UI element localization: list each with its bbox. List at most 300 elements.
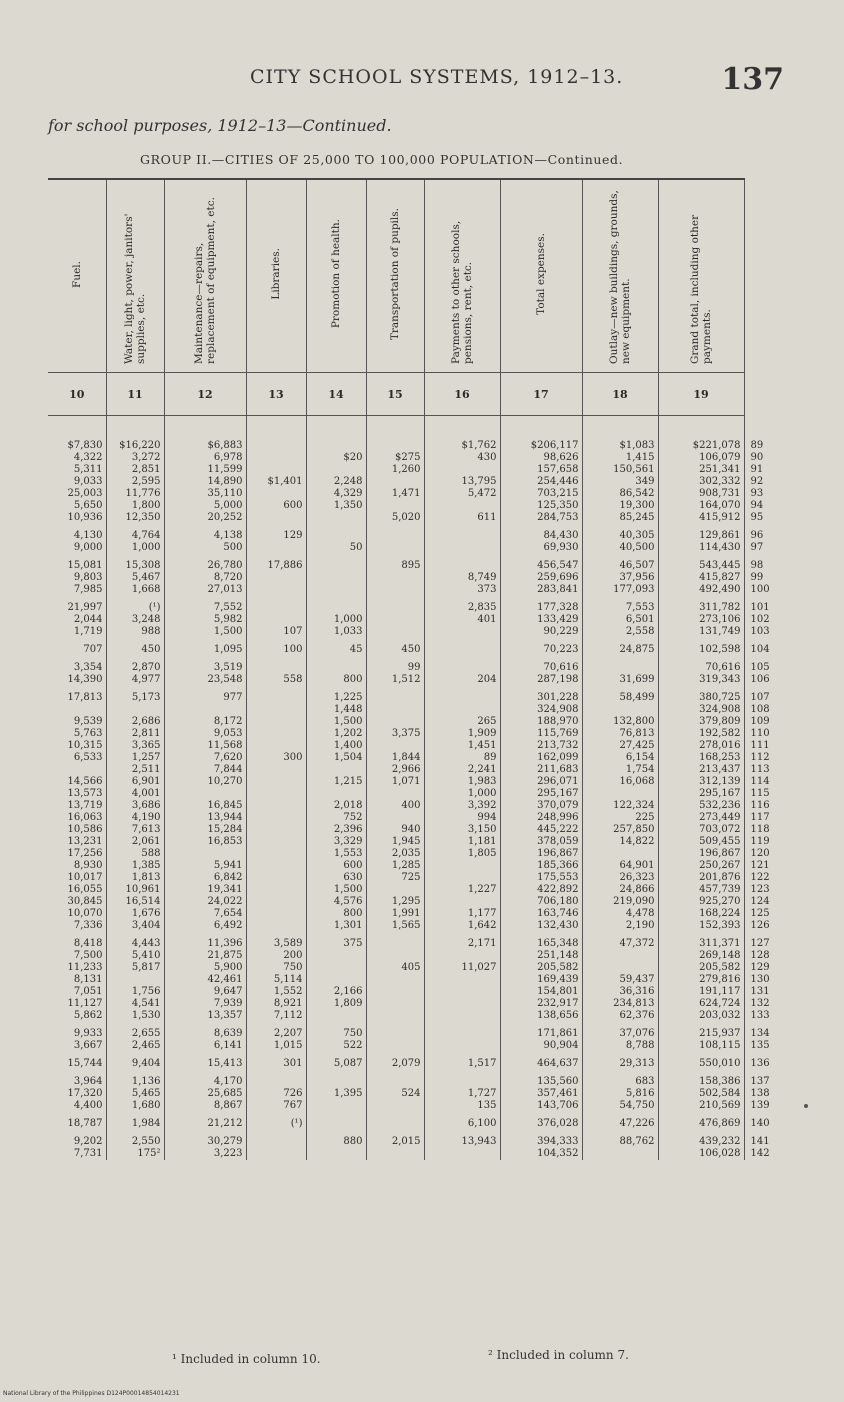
table-cell: 4,001 (106, 788, 164, 800)
table-cell: 880 (306, 1136, 366, 1148)
table-cell (246, 872, 306, 884)
table-cell (164, 788, 246, 800)
running-title: CITY SCHOOL SYSTEMS, 1912–13. (250, 66, 624, 88)
footnote-1: ¹ Included in column 10. (172, 1352, 321, 1366)
table-cell: 36,316 (582, 986, 658, 998)
table-cell: 357,461 (500, 1088, 582, 1100)
table-cell (366, 614, 424, 626)
row-number: 111 (744, 740, 796, 752)
column-number: 13 (246, 373, 306, 416)
row-number: 131 (744, 986, 796, 998)
table-cell: 191,117 (658, 986, 744, 998)
table-cell: 3,589 (246, 938, 306, 950)
table-row (48, 848, 796, 860)
table-cell: 1,754 (582, 764, 658, 776)
table-cell: 940 (366, 824, 424, 836)
table-cell: 707 (83, 644, 103, 655)
table-cell: 8,867 (164, 1100, 246, 1112)
table-cell: 2,686 (106, 716, 164, 728)
table-cell: 132,800 (582, 716, 658, 728)
table-row (48, 800, 796, 812)
table-cell: 3,375 (366, 728, 424, 740)
table-cell: 522 (306, 1040, 366, 1052)
table-cell: 143,706 (500, 1100, 582, 1112)
table-cell: 158,386 (658, 1076, 744, 1088)
table-row (48, 986, 796, 998)
table-cell: 1,727 (424, 1088, 500, 1100)
table-row (48, 908, 796, 920)
row-number: 120 (744, 848, 796, 860)
table-cell: 104,352 (500, 1148, 582, 1160)
table-cell: 204 (424, 674, 500, 686)
table-cell: 3,354 (73, 662, 103, 673)
table-cell (306, 662, 366, 674)
table-cell: 3,329 (306, 836, 366, 848)
table-cell: 1,512 (366, 674, 424, 686)
table-cell: 46,507 (582, 560, 658, 572)
table-cell: 5,816 (582, 1088, 658, 1100)
table-cell: 450 (366, 644, 424, 656)
table-cell: 8,720 (164, 572, 246, 584)
table-cell: 16,845 (164, 800, 246, 812)
table-cell: 19,300 (582, 500, 658, 512)
table-cell: 135,560 (500, 1076, 582, 1088)
table-cell (48, 704, 106, 716)
table-cell: 17,320 (67, 1088, 103, 1099)
table-cell: 302,332 (658, 476, 744, 488)
table-cell (246, 908, 306, 920)
table-cell: 6,533 (73, 752, 103, 763)
table-cell: 14,390 (67, 674, 103, 685)
table-cell: 558 (246, 674, 306, 686)
row-number: 125 (744, 908, 796, 920)
table-cell: 14,890 (164, 476, 246, 488)
table-cell: 5,862 (73, 1010, 103, 1021)
table-cell: 168,253 (658, 752, 744, 764)
table-cell: 76,813 (582, 728, 658, 740)
table-cell: $221,078 (658, 416, 744, 453)
row-number: 116 (744, 800, 796, 812)
table-cell: 800 (306, 674, 366, 686)
table-cell: 10,586 (67, 824, 103, 835)
table-cell: 1,642 (424, 920, 500, 932)
table-cell: 624,724 (658, 998, 744, 1010)
table-cell: 40,305 (582, 530, 658, 542)
table-cell: 21,997 (67, 602, 103, 613)
table-row (48, 1100, 796, 1112)
table-cell: 21,875 (164, 950, 246, 962)
table-cell: 1,000 (106, 542, 164, 554)
table-cell: 4,478 (582, 908, 658, 920)
table-cell: 50 (306, 542, 366, 554)
table-cell: 1,530 (106, 1010, 164, 1022)
table-cell: 273,449 (658, 812, 744, 824)
table-cell: 380,725 (658, 692, 744, 704)
table-cell: 9,803 (73, 572, 103, 583)
table-cell (246, 602, 306, 614)
row-number: 106 (744, 674, 796, 686)
table-cell: 1,257 (106, 752, 164, 764)
table-cell: 2,171 (424, 938, 500, 950)
table-cell: 171,861 (500, 1028, 582, 1040)
table-cell: 500 (164, 542, 246, 554)
table-row (48, 560, 796, 572)
table-cell: 1,448 (306, 704, 366, 716)
table-cell (246, 416, 306, 453)
table-cell: 45 (306, 644, 366, 656)
table-cell: 5,467 (106, 572, 164, 584)
table-cell: 250,267 (658, 860, 744, 872)
table-cell: 5,941 (164, 860, 246, 872)
table-cell: 9,404 (106, 1058, 164, 1070)
table-cell: 703,215 (500, 488, 582, 500)
column-number: 19 (658, 373, 744, 416)
table-cell: 1,260 (366, 464, 424, 476)
table-cell (424, 950, 500, 962)
table-cell: 24,875 (582, 644, 658, 656)
table-cell (246, 884, 306, 896)
table-cell (246, 488, 306, 500)
table-cell: 18,787 (67, 1118, 103, 1129)
table-cell: 1,000 (424, 788, 500, 800)
table-row (48, 674, 796, 686)
table-cell (306, 512, 366, 524)
table-cell (246, 920, 306, 932)
row-number: 129 (744, 962, 796, 974)
column-header (658, 179, 744, 373)
table-cell: 37,956 (582, 572, 658, 584)
table-cell (582, 962, 658, 974)
column-header-label: Transportation of pupils. (389, 207, 401, 341)
table-cell: 37,076 (582, 1028, 658, 1040)
table-cell (366, 1040, 424, 1052)
table-cell (366, 704, 424, 716)
table-cell: 2,558 (582, 626, 658, 638)
table-cell: 62,376 (582, 1010, 658, 1022)
table-cell: 532,236 (658, 800, 744, 812)
table-cell: 10,936 (67, 512, 103, 523)
column-header-label: Total expenses. (535, 233, 547, 315)
table-cell: 752 (306, 812, 366, 824)
table-cell: 16,068 (582, 776, 658, 788)
table-row (48, 626, 796, 638)
table-cell: 11,568 (164, 740, 246, 752)
table-cell: 27,425 (582, 740, 658, 752)
table-cell (424, 1010, 500, 1022)
table-cell: 135 (424, 1100, 500, 1112)
table-cell: 1,565 (366, 920, 424, 932)
table-cell: 2,061 (106, 836, 164, 848)
table-cell: 456,547 (500, 560, 582, 572)
table-cell: 100 (246, 644, 306, 656)
row-number: 108 (744, 704, 796, 716)
table-cell: 25,003 (67, 488, 103, 499)
table-row (48, 1040, 796, 1052)
column-header-label: Water, light, power, janitors' supplies, etc. (123, 213, 147, 364)
table-body (48, 416, 796, 1161)
table-cell: 138,656 (500, 1010, 582, 1022)
table-row (48, 572, 796, 584)
table-cell: 129,861 (658, 530, 744, 542)
table-cell: 10,961 (106, 884, 164, 896)
row-number: 124 (744, 896, 796, 908)
table-cell: 13,795 (424, 476, 500, 488)
table-cell (246, 1148, 306, 1160)
table-cell: 767 (246, 1100, 306, 1112)
table-cell: 177,093 (582, 584, 658, 596)
table-cell: 10,315 (67, 740, 103, 751)
table-cell: 5,472 (424, 488, 500, 500)
table-cell: 324,908 (500, 704, 582, 716)
table-cell: 543,445 (658, 560, 744, 572)
row-number: 123 (744, 884, 796, 896)
table-cell (246, 584, 306, 596)
table-cell: 301 (246, 1058, 306, 1070)
table-cell (306, 788, 366, 800)
row-number: 113 (744, 764, 796, 776)
table-row (48, 740, 796, 752)
table-cell (246, 614, 306, 626)
table-cell (246, 860, 306, 872)
table-cell: 213,732 (500, 740, 582, 752)
table-row (48, 530, 796, 542)
table-cell: 70,616 (500, 662, 582, 674)
row-number: 137 (744, 1076, 796, 1088)
table-cell: 4,322 (73, 452, 103, 463)
table-cell: 1,552 (246, 986, 306, 998)
table-cell: 163,746 (500, 908, 582, 920)
table-cell: 394,333 (500, 1136, 582, 1148)
row-number: 90 (744, 452, 796, 464)
table-cell (306, 1010, 366, 1022)
table-cell: 10,070 (67, 908, 103, 919)
table-row (48, 752, 796, 764)
table-cell (424, 1076, 500, 1088)
table-cell: 35,110 (164, 488, 246, 500)
table-cell: 1,984 (106, 1118, 164, 1130)
table-cell: 165,348 (500, 938, 582, 950)
table-cell: 15,413 (164, 1058, 246, 1070)
table-cell (246, 836, 306, 848)
table-cell: 5,173 (106, 692, 164, 704)
table-cell: 1,500 (306, 716, 366, 728)
table-cell: 588 (106, 848, 164, 860)
table-cell: 257,850 (582, 824, 658, 836)
table-cell: 21,212 (164, 1118, 246, 1130)
table-cell: 373 (424, 584, 500, 596)
table-cell: 2,190 (582, 920, 658, 932)
table-cell (246, 512, 306, 524)
table-cell: 1,451 (424, 740, 500, 752)
table-cell: 5,020 (366, 512, 424, 524)
table-cell: 430 (424, 452, 500, 464)
table-cell: 13,719 (67, 800, 103, 811)
table-row (48, 1010, 796, 1022)
table-cell: 59,437 (582, 974, 658, 986)
table-cell (424, 986, 500, 998)
page-number: 137 (721, 62, 784, 97)
table-cell: 1,415 (582, 452, 658, 464)
table-cell: (¹) (106, 602, 164, 614)
table-cell (366, 572, 424, 584)
column-number: 16 (424, 373, 500, 416)
table-cell: 12,350 (106, 512, 164, 524)
table-cell (306, 584, 366, 596)
table-cell: 6,842 (164, 872, 246, 884)
table-cell: 1,983 (424, 776, 500, 788)
table-cell: 5,650 (73, 500, 103, 511)
table-row (48, 476, 796, 488)
table-cell: 164,070 (658, 500, 744, 512)
table-row (48, 704, 796, 716)
row-number: 97 (744, 542, 796, 554)
table-cell: 295,167 (658, 788, 744, 800)
table-cell: 4,329 (306, 488, 366, 500)
table-cell (246, 572, 306, 584)
column-header (306, 179, 366, 373)
table-cell (306, 572, 366, 584)
table-cell: 1,945 (366, 836, 424, 848)
column-number: 14 (306, 373, 366, 416)
column-number: 12 (164, 373, 246, 416)
table-cell: 26,323 (582, 872, 658, 884)
table-cell: 70,223 (500, 644, 582, 656)
table-cell: 800 (306, 908, 366, 920)
table-cell: 1,719 (73, 626, 103, 637)
table-cell: 175² (106, 1148, 164, 1160)
row-number: 92 (744, 476, 796, 488)
table-cell: 1,844 (366, 752, 424, 764)
table-cell (366, 1076, 424, 1088)
table-cell: 9,539 (73, 716, 103, 727)
table-cell (306, 1148, 366, 1160)
table-row (48, 1118, 796, 1130)
table-cell: 311,371 (658, 938, 744, 950)
table-cell (366, 476, 424, 488)
table-cell (246, 662, 306, 674)
table-cell: 1,215 (306, 776, 366, 788)
table-cell: 1,015 (246, 1040, 306, 1052)
table-cell: 86,542 (582, 488, 658, 500)
table-cell (366, 602, 424, 614)
table-cell: 168,224 (658, 908, 744, 920)
table-cell (246, 716, 306, 728)
table-cell: 5,114 (246, 974, 306, 986)
row-number: 96 (744, 530, 796, 542)
table-cell (306, 416, 366, 453)
table-cell (366, 1028, 424, 1040)
table-cell: 750 (306, 1028, 366, 1040)
table-cell: $20 (306, 452, 366, 464)
row-number: 136 (744, 1058, 796, 1070)
table-cell: 1,668 (106, 584, 164, 596)
table-cell: 405 (366, 962, 424, 974)
table-cell (246, 764, 306, 776)
column-header-label: Grand total, including other payments. (689, 214, 713, 364)
table-cell: 273,106 (658, 614, 744, 626)
column-header (424, 179, 500, 373)
table-cell: 13,231 (67, 836, 103, 847)
table-cell: 26,780 (164, 560, 246, 572)
table-cell: 7,844 (164, 764, 246, 776)
table-cell: 3,519 (164, 662, 246, 674)
table-cell: 3,392 (424, 800, 500, 812)
table-cell: 90,229 (500, 626, 582, 638)
table-cell: 31,699 (582, 674, 658, 686)
table-cell: 4,400 (73, 1100, 103, 1111)
table-cell: 1,680 (106, 1100, 164, 1112)
table-cell (246, 692, 306, 704)
table-cell: 15,081 (67, 560, 103, 571)
table-cell (366, 1118, 424, 1130)
table-cell: 23,548 (164, 674, 246, 686)
table-cell: (¹) (246, 1118, 306, 1130)
table-cell (366, 1148, 424, 1160)
table-row (48, 662, 796, 674)
table-cell: 27,013 (164, 584, 246, 596)
table-cell: 7,051 (73, 986, 103, 997)
row-number: 93 (744, 488, 796, 500)
table-cell: 6,154 (582, 752, 658, 764)
table-cell: 600 (306, 860, 366, 872)
table-cell (246, 740, 306, 752)
table-cell: 11,396 (164, 938, 246, 950)
row-number: 100 (744, 584, 796, 596)
table-cell (246, 896, 306, 908)
table-row (48, 950, 796, 962)
table-cell: 509,455 (658, 836, 744, 848)
table-cell: 2,595 (106, 476, 164, 488)
column-number-row (48, 373, 796, 416)
table-cell: 14,822 (582, 836, 658, 848)
table-cell: 4,977 (106, 674, 164, 686)
row-number: 89 (744, 416, 796, 453)
table-cell: 213,437 (658, 764, 744, 776)
table-cell: 301,228 (500, 692, 582, 704)
table-cell: 157,658 (500, 464, 582, 476)
table-cell: 1,202 (306, 728, 366, 740)
table-cell: 251,341 (658, 464, 744, 476)
column-number: 10 (48, 373, 106, 416)
table-cell (424, 500, 500, 512)
table-cell: 524 (366, 1088, 424, 1100)
table-row (48, 824, 796, 836)
table-cell: 8,930 (73, 860, 103, 871)
table-cell: 3,365 (106, 740, 164, 752)
table-cell: 24,022 (164, 896, 246, 908)
table-cell (246, 848, 306, 860)
table-cell: 9,033 (73, 476, 103, 487)
row-number: 117 (744, 812, 796, 824)
table-cell: 11,599 (164, 464, 246, 476)
table-cell: 9,053 (164, 728, 246, 740)
table-cell: 205,582 (500, 962, 582, 974)
row-number: 139 (744, 1100, 796, 1112)
table-row (48, 872, 796, 884)
table-cell (306, 962, 366, 974)
column-header-label: Maintenance—repairs, replacement of equipment, etc. (193, 197, 217, 364)
table-cell: 107 (246, 626, 306, 638)
table-cell: 1,095 (164, 644, 246, 656)
table-cell: 376,028 (500, 1118, 582, 1130)
table-row (48, 1088, 796, 1100)
table-cell: 6,141 (164, 1040, 246, 1052)
table-cell: 47,226 (582, 1118, 658, 1130)
table-cell: 2,851 (106, 464, 164, 476)
table-row (48, 896, 796, 908)
table-cell: 630 (306, 872, 366, 884)
table-cell: 1,000 (306, 614, 366, 626)
